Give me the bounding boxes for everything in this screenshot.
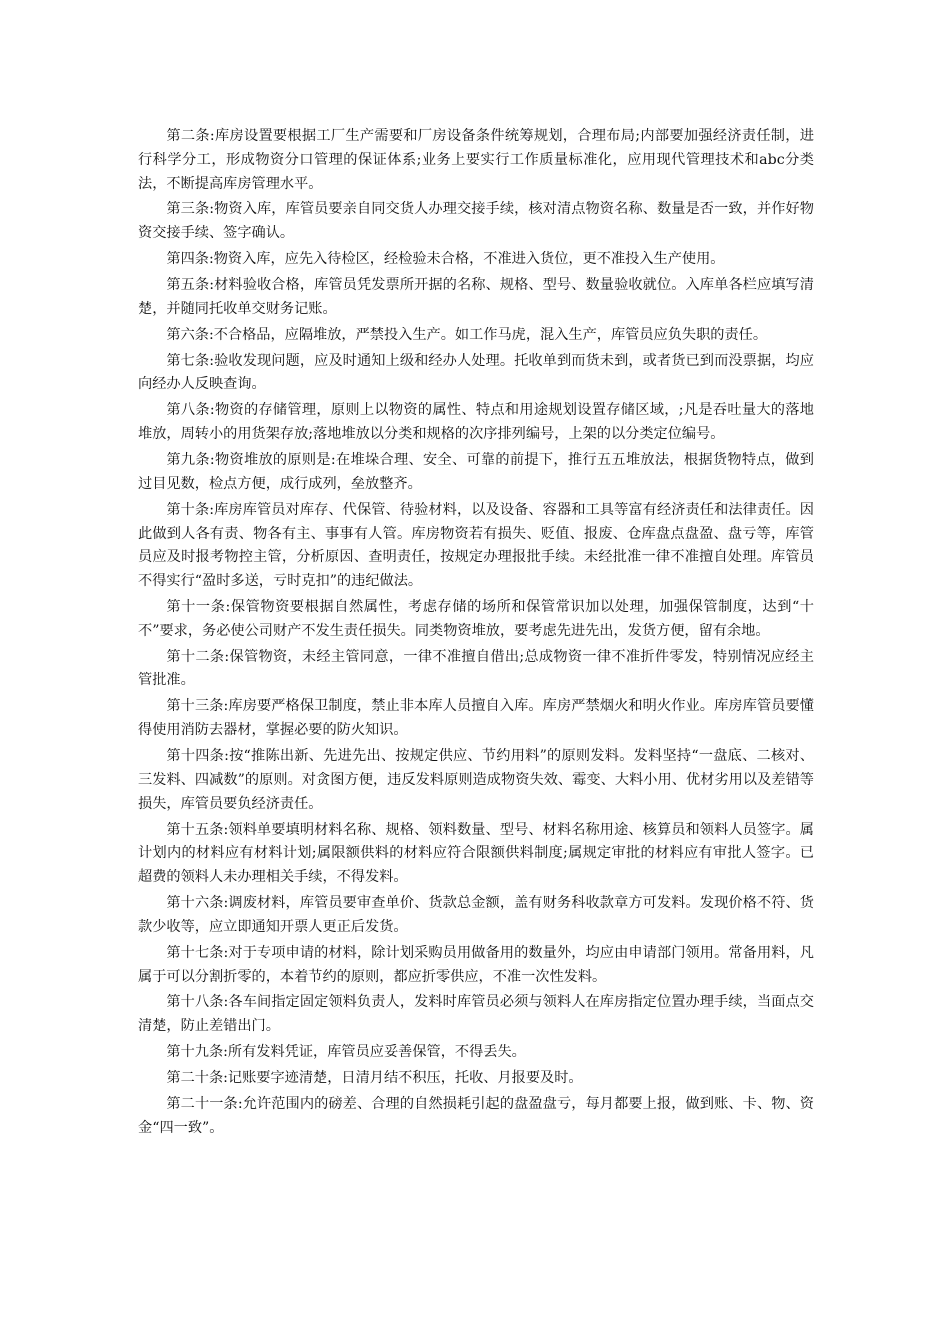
article-4: 第四条:物资入库，应先入待检区，经检验未合格，不准进入货位，更不准投入生产使用。: [166, 251, 725, 268]
article-13: 第十三条:库房要严格保卫制度，禁止非本库人员擅自入库。库房严禁烟火和明火作业。库房库管员要懂得使用消防去器材，掌握必要的防火知识。: [138, 698, 814, 739]
article-3: 第三条:物资入库，库管员要亲自同交货人办理交接手续，核对清点物资名称、数量是否一致，并作好物资交接手续、签字确认。: [138, 201, 814, 242]
article-18: 第十八条:各车间指定固定领料负责人，发料时库管员必须与领料人在库房指定位置办理手续，当面点交清楚，防止差错出门。: [138, 994, 814, 1035]
article-20: 第二十条:记账要字迹清楚，日清月结不积压，托收、月报要及时。: [166, 1069, 583, 1086]
article-11: 第十一条:保管物资要根据自然属性，考虑存储的场所和保管常识加以处理，加强保管制度，达到“十不”要求，务必使公司财产不发生责任损失。同类物资堆放，要考虑先进先出，发货方便，留有余地。: [138, 598, 814, 639]
article-17: 第十七条:对于专项申请的材料，除计划采购员用做备用的数量外，均应由申请部门领用。常备用料，凡属于可以分割折零的，本着节约的原则，都应折零供应，不准一次性发料。: [138, 944, 814, 985]
article-10: 第十条:库房库管员对库存、代保管、待验材料，以及设备、容器和工具等富有经济责任和法律责任。因此做到人各有责、物各有主、事事有人管。库房物资若有损失、贬值、报废、仓库盘点盘盈、盘亏等，库管员应及时报考物控主管，分析原因、查明责任，按规定办理报批手续。未经批准一律不准擅自处理。库管员不得实行“盈时多送，亏时克扣”的违纪做法。: [138, 501, 814, 590]
document-body: [138, 125, 814, 1143]
article-15: 第十五条:领料单要填明材料名称、规格、领料数量、型号、材料名称用途、核算员和领料人员签字。属计划内的材料应有材料计划;属限额供料的材料应符合限额供料制度;属规定审批的材料应有审批人签字。已超费的领料人未办理相关手续，不得发料。: [138, 821, 814, 886]
article-14: 第十四条:按“推陈出新、先进先出、按规定供应、节约用料”的原则发料。发料坚持“一盘底、二核对、三发料、四减数”的原则。对贪图方便，违反发料原则造成物资失效、霉变、大料小用、优材劣用以及差错等损失，库管员要负经济责任。: [138, 748, 814, 812]
article-21: 第二十一条:允许范围内的磅差、合理的自然损耗引起的盘盈盘亏，每月都要上报，做到账、卡、物、资金“四一致”。: [138, 1095, 814, 1136]
article-2: 第二条:库房设置要根据工厂生产需要和厂房设备条件统筹规划，合理布局;内部要加强经济责任制，进行科学分工，形成物资分口管理的保证体系;业务上要实行工作质量标准化，应用现代管理技术和abc分类法，不断提高库房管理水平。: [138, 128, 814, 192]
article-8: 第八条:物资的存储管理，原则上以物资的属性、特点和用途规划设置存储区域，;凡是吞吐量大的落地堆放，周转小的用货架存放;落地堆放以分类和规格的次序排列编号，上架的以分类定位编号。: [138, 402, 814, 443]
article-12: 第十二条:保管物资，未经主管同意，一律不准擅自借出;总成物资一律不准折件零发，特别情况应经主管批准。: [138, 648, 814, 689]
article-9: 第九条:物资堆放的原则是:在堆垛合理、安全、可靠的前提下，推行五五堆放法，根据货物特点，做到过目见数，检点方便，成行成列，垒放整齐。: [138, 452, 814, 492]
article-19: 第十九条:所有发料凭证，库管员应妥善保管，不得丢失。: [166, 1044, 526, 1061]
article-5: 第五条:材料验收合格，库管员凭发票所开据的名称、规格、型号、数量验收就位。入库单各栏应填写清楚，并随同托收单交财务记账。: [138, 277, 814, 317]
article-7: 第七条:验收发现问题，应及时通知上级和经办人处理。托收单到而货未到，或者货已到而没票据，均应向经办人反映查询。: [138, 352, 814, 393]
article-16: 第十六条:调废材料，库管员要审查单价、货款总金额，盖有财务科收款章方可发料。发现价格不符、货款少收等，应立即通知开票人更正后发货。: [138, 895, 814, 935]
article-6: 第六条:不合格品，应隔堆放，严禁投入生产。如工作马虎，混入生产，库管员应负失职的责任。: [166, 326, 768, 343]
